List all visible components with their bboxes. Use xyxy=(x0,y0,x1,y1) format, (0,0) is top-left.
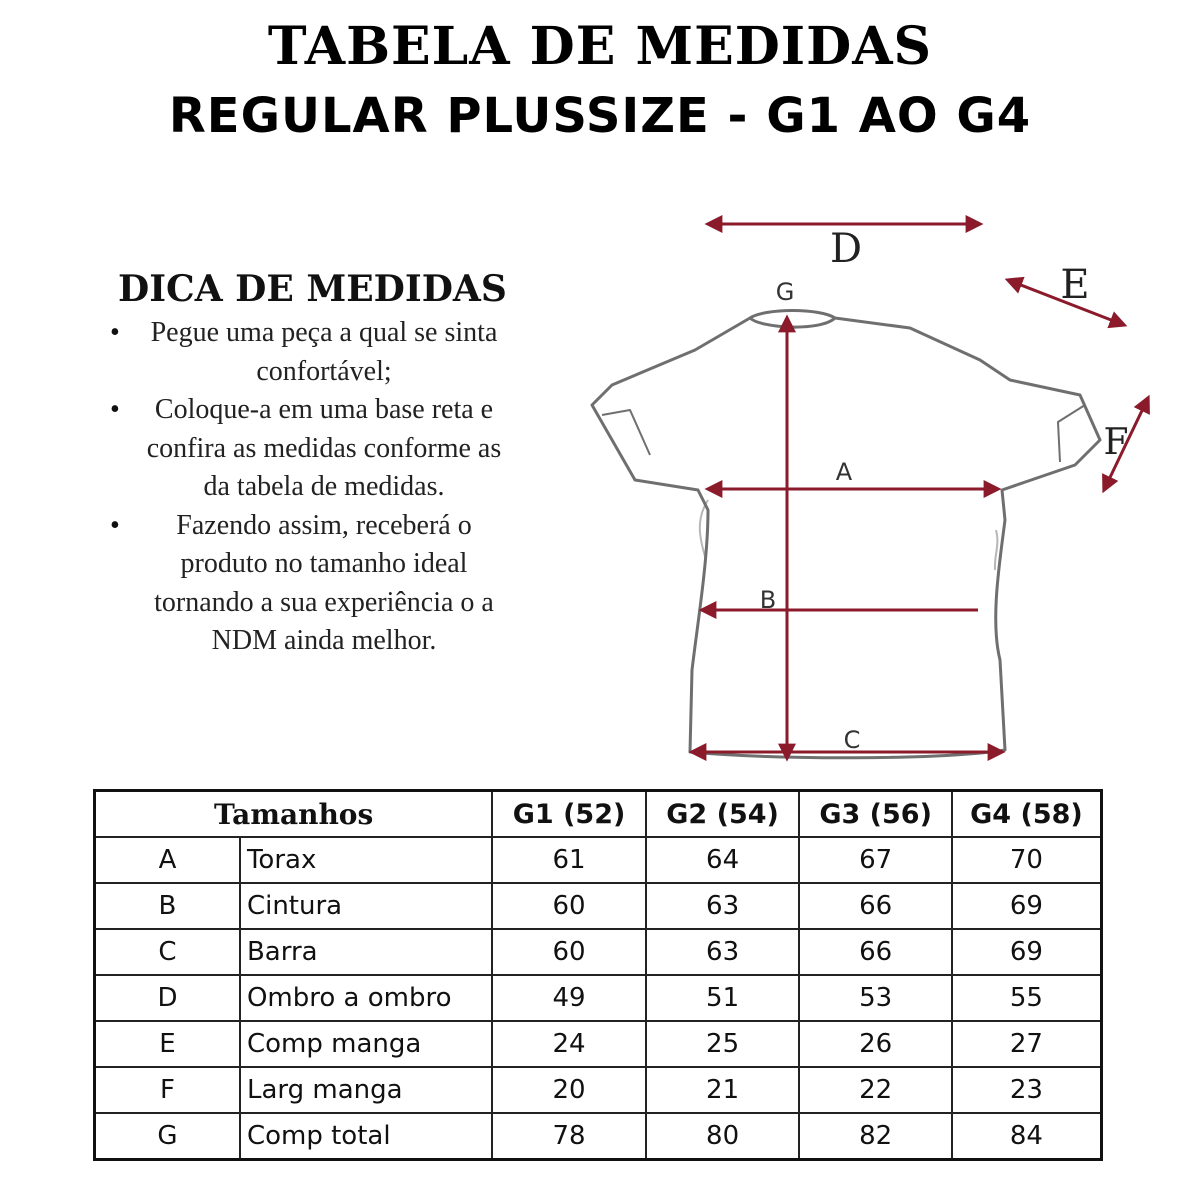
table-row xyxy=(95,1113,1102,1160)
row-value: 51 xyxy=(646,975,800,1021)
row-value: 24 xyxy=(492,1021,646,1067)
row-value: 61 xyxy=(492,837,646,883)
row-value: 22 xyxy=(799,1067,952,1113)
row-value: 82 xyxy=(799,1113,952,1160)
row-code: A xyxy=(95,837,240,883)
row-code: C xyxy=(95,929,240,975)
row-value: 55 xyxy=(952,975,1102,1021)
row-name: Torax xyxy=(240,837,492,883)
table-row xyxy=(95,1067,1102,1113)
row-name: Ombro a ombro xyxy=(240,975,492,1021)
row-value: 69 xyxy=(952,929,1102,975)
label-g: G xyxy=(775,278,795,306)
label-c: C xyxy=(843,726,861,754)
row-value: 67 xyxy=(799,837,952,883)
row-name: Larg manga xyxy=(240,1067,492,1113)
label-d: D xyxy=(829,226,863,272)
label-a: A xyxy=(835,458,853,486)
row-name: Cintura xyxy=(240,883,492,929)
row-value: 20 xyxy=(492,1067,646,1113)
row-code: G xyxy=(95,1113,240,1160)
row-code: E xyxy=(95,1021,240,1067)
row-code: F xyxy=(95,1067,240,1113)
row-value: 63 xyxy=(646,883,800,929)
row-value: 66 xyxy=(799,929,952,975)
row-code: B xyxy=(95,883,240,929)
header-tamanhos: Tamanhos xyxy=(95,791,493,838)
table-row xyxy=(95,1021,1102,1067)
tips-heading: DICA DE MEDIDAS xyxy=(118,268,507,310)
table-row xyxy=(95,975,1102,1021)
tip-item: • Coloque-a em uma base reta e confira as medidas conforme as da tabela de medidas. xyxy=(100,391,510,507)
tips-section xyxy=(100,268,510,661)
page-subtitle: REGULAR PLUSSIZE - G1 AO G4 xyxy=(168,88,1032,144)
header-size: G4 (58) xyxy=(952,791,1102,838)
row-value: 70 xyxy=(952,837,1102,883)
row-value: 26 xyxy=(799,1021,952,1067)
row-value: 60 xyxy=(492,929,646,975)
row-value: 49 xyxy=(492,975,646,1021)
row-value: 80 xyxy=(646,1113,800,1160)
tshirt-diagram xyxy=(580,200,1180,780)
label-f: F xyxy=(1103,422,1129,463)
table-row xyxy=(95,883,1102,929)
row-name: Comp manga xyxy=(240,1021,492,1067)
row-value: 25 xyxy=(646,1021,800,1067)
page-title: TABELA DE MEDIDAS xyxy=(267,16,933,77)
tip-item: • Pegue uma peça a qual se sinta confortável; xyxy=(100,314,510,391)
tip-item: • Fazendo assim, receberá o produto no tamanho ideal tornando a sua experiência o a NDM ainda melhor. xyxy=(100,507,510,661)
header-size: G1 (52) xyxy=(492,791,646,838)
label-b: B xyxy=(759,586,777,614)
row-value: 53 xyxy=(799,975,952,1021)
row-code: D xyxy=(95,975,240,1021)
row-value: 23 xyxy=(952,1067,1102,1113)
row-value: 69 xyxy=(952,883,1102,929)
row-value: 63 xyxy=(646,929,800,975)
table-row xyxy=(95,837,1102,883)
row-value: 60 xyxy=(492,883,646,929)
row-value: 78 xyxy=(492,1113,646,1160)
row-value: 64 xyxy=(646,837,800,883)
row-value: 66 xyxy=(799,883,952,929)
row-value: 84 xyxy=(952,1113,1102,1160)
table-row xyxy=(95,929,1102,975)
table-header-row xyxy=(95,791,1102,838)
label-e: E xyxy=(1060,262,1090,308)
row-name: Comp total xyxy=(240,1113,492,1160)
row-value: 27 xyxy=(952,1021,1102,1067)
tips-list xyxy=(100,314,510,661)
row-name: Barra xyxy=(240,929,492,975)
header-size: G3 (56) xyxy=(799,791,952,838)
header-size: G2 (54) xyxy=(646,791,800,838)
size-table xyxy=(93,789,1103,1161)
tshirt-outline xyxy=(592,311,1100,758)
row-value: 21 xyxy=(646,1067,800,1113)
